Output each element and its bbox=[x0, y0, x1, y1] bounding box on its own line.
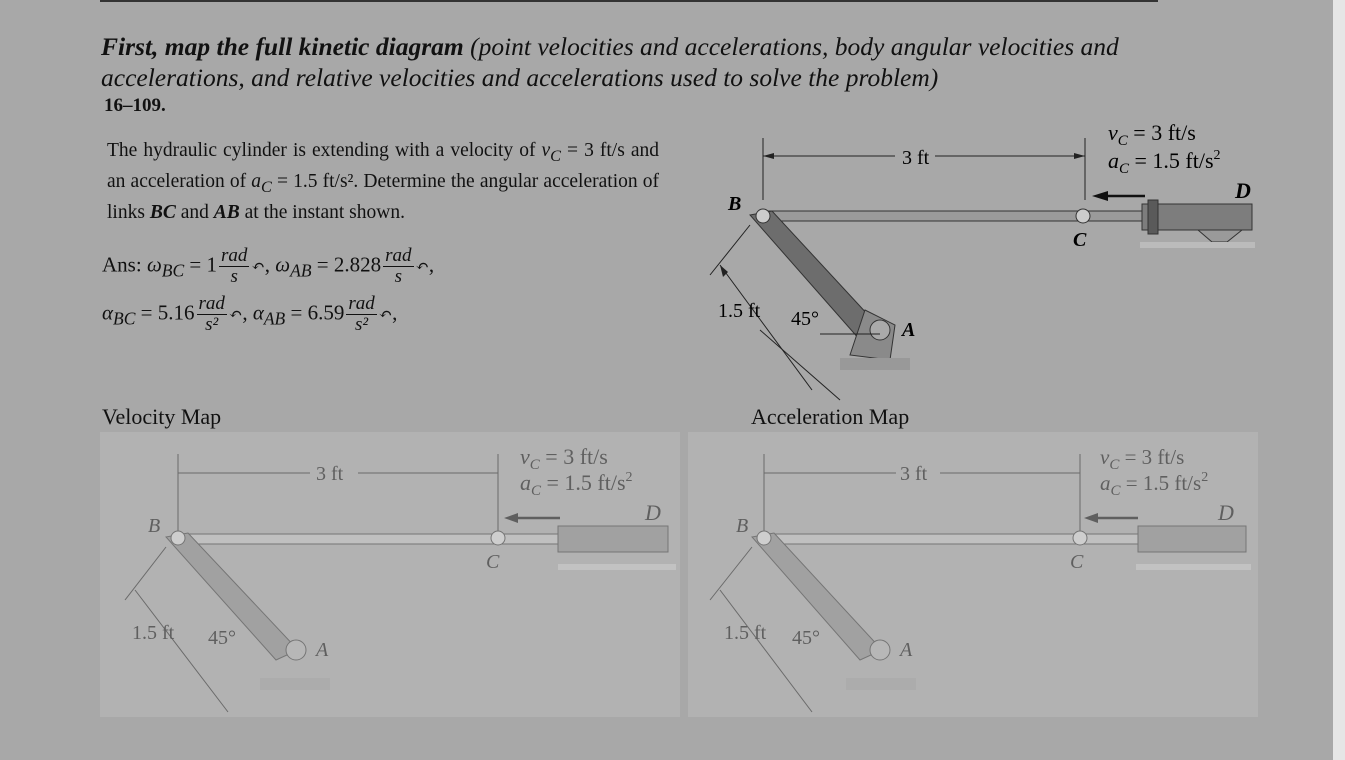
amap-ac: $a_C = 1.5$ $ft/s^2$ bbox=[1100, 470, 1209, 499]
dim-15ft: 1.5 ft bbox=[718, 300, 761, 322]
mechanism-figure-main bbox=[690, 120, 1280, 405]
amap-point-c: C bbox=[1070, 551, 1084, 573]
vmap-point-c: C bbox=[486, 551, 500, 573]
point-c: C bbox=[1073, 229, 1087, 251]
amap-vc: $v_C = 3$ ft/s bbox=[1100, 445, 1185, 473]
vmap-point-d: D bbox=[645, 500, 661, 525]
amap-point-d: D bbox=[1218, 500, 1234, 525]
velocity-map-figure bbox=[100, 432, 680, 717]
vmap-ac: $a_C = 1.5$ $ft/s^2$ bbox=[520, 470, 633, 499]
amap-dim-15ft: 1.5 ft bbox=[724, 622, 767, 644]
top-rule bbox=[100, 0, 1158, 2]
point-d: D bbox=[1235, 178, 1251, 203]
acceleration-map-figure bbox=[688, 432, 1258, 717]
vmap-angle: 45° bbox=[208, 627, 236, 649]
answer-line-omega: Ans: $\omega_{BC} = 1$ $\frac{\text{rad}}{s}$ ↶, $\omega_{AB} = 2.828$ $\frac{\text{rad}}{s}$ ↶, bbox=[102, 245, 435, 287]
vmap-dim-15ft: 1.5 ft bbox=[132, 622, 175, 644]
acceleration-map-label: Acceleration Map bbox=[751, 404, 910, 429]
vmap-dim-3ft: 3 ft bbox=[316, 463, 344, 485]
problem-number: 16–109. bbox=[104, 95, 166, 116]
vertical-scrollbar[interactable] bbox=[1333, 0, 1345, 760]
dim-3ft: 3 ft bbox=[902, 147, 930, 169]
vmap-vc: $v_C = 3$ ft/s bbox=[520, 444, 608, 473]
answer-line-alpha: $\alpha_{BC} = 5.16$ $\frac{\text{rad}}{\text{s²}}$ ↶, $\alpha_{AB} = 6.59$ $\frac{\text{rad}}{\text{s²}}$ ↶, bbox=[102, 293, 398, 335]
ac-label: $a_C = 1.5$ $ft/s^2$ bbox=[1108, 148, 1221, 177]
velocity-map-label: Velocity Map bbox=[102, 404, 222, 429]
amap-point-b: B bbox=[736, 515, 749, 537]
problem-statement: The hydraulic cylinder is extending with a velocity of $v_C = 3$ ft/s and an acceleration of $a_C = 1.5$ ft/s². Determine the angular acceleration of links BC and AB at the instant shown. bbox=[107, 140, 659, 223]
vc-label: $v_C = 3$ ft/s bbox=[1108, 120, 1196, 149]
vmap-point-a: A bbox=[316, 639, 329, 661]
amap-dim-3ft: 3 ft bbox=[900, 463, 928, 485]
point-a: A bbox=[902, 319, 916, 341]
instruction-heading: First, map the full kinetic diagram (point velocities and accelerations, body angular velocities and accelerations, and relative velocities and accelerations used to solve the problem) bbox=[101, 32, 1119, 92]
amap-angle: 45° bbox=[792, 627, 820, 649]
point-b: B bbox=[728, 193, 742, 215]
vmap-point-b: B bbox=[148, 515, 161, 537]
angle-45: 45° bbox=[791, 308, 819, 330]
amap-point-a: A bbox=[900, 639, 913, 661]
